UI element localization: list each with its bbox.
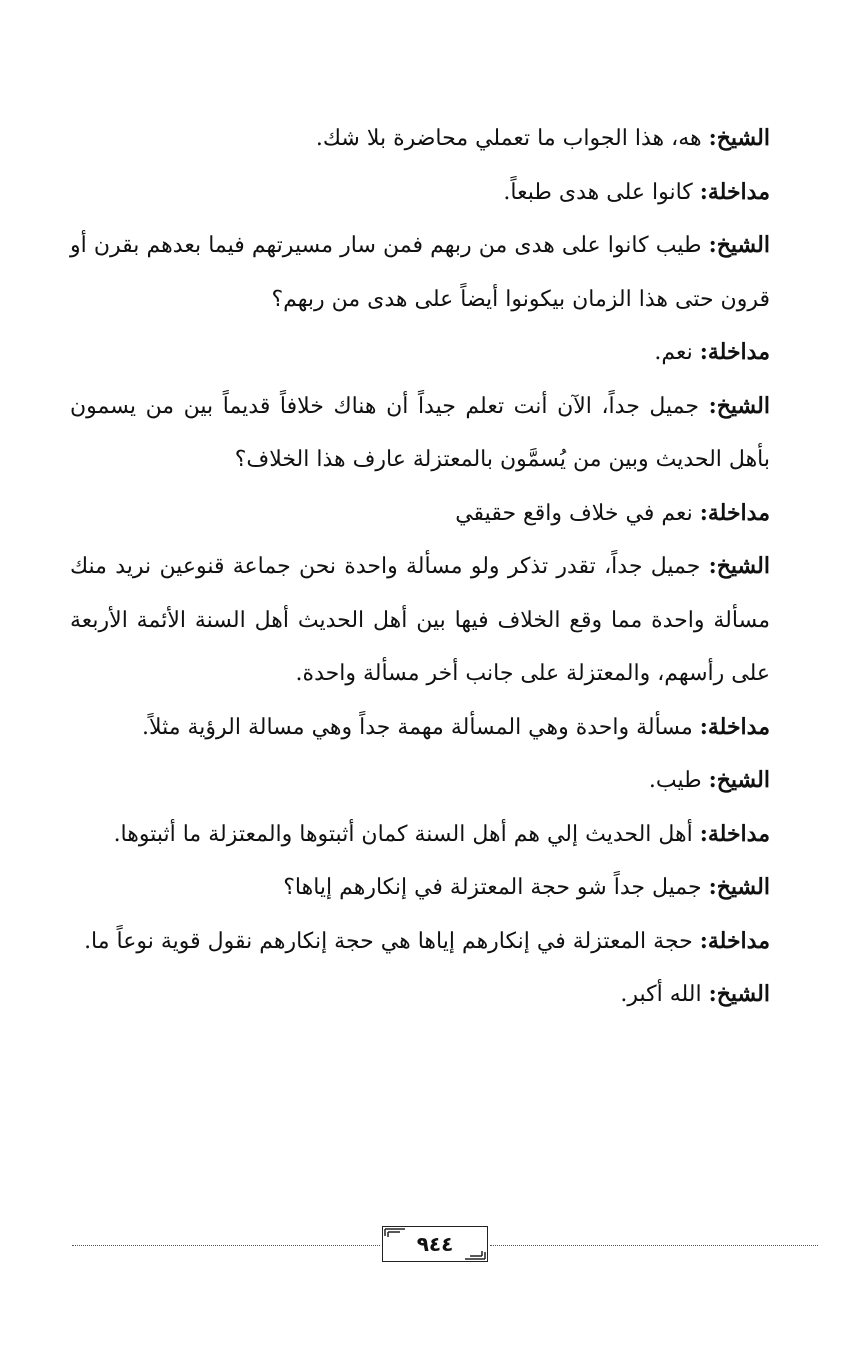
- paragraph-text: جميل جداً، الآن أنت تعلم جيداً أن هناك خلافاً قديماً بين من يسمون بأهل الحديث وبين من يُسمَّون بالمعتزلة عارف هذا الخلاف؟: [70, 393, 770, 472]
- paragraph-text: أهل الحديث إلي هم أهل السنة كمان أثبتوها والمعتزلة ما أثبتوها.: [113, 821, 700, 847]
- footer-divider-left: [72, 1245, 380, 1246]
- page-number: ٩٤٤: [416, 1232, 454, 1256]
- paragraph-13: [70, 968, 770, 1022]
- footer-divider-right: [490, 1245, 818, 1246]
- paragraph-text: كانوا على هدى طبعاً.: [503, 179, 700, 205]
- paragraph-5: [70, 380, 770, 487]
- speaker-label: مداخلة:: [699, 499, 770, 526]
- corner-ornament-icon: [464, 1246, 486, 1260]
- corner-ornament-icon: [384, 1228, 406, 1242]
- paragraph-text: جميل جداً شو حجة المعتزلة في إنكارهم إياها؟: [283, 875, 709, 900]
- paragraph-4: [70, 326, 770, 380]
- paragraph-11: [70, 861, 770, 915]
- speaker-label: الشيخ:: [708, 232, 770, 258]
- speaker-label: الشيخ:: [708, 125, 770, 151]
- speaker-label: مداخلة:: [699, 713, 770, 740]
- paragraph-text: مسألة واحدة وهي المسألة مهمة جداً وهي مسالة الرؤية مثلاً.: [141, 714, 700, 740]
- paragraph-12: [70, 915, 770, 969]
- speaker-label: الشيخ:: [708, 767, 770, 793]
- paragraph-9: [70, 754, 770, 808]
- paragraph-10: [70, 808, 770, 862]
- paragraph-2: [70, 166, 770, 220]
- paragraph-7: [70, 540, 770, 701]
- speaker-label: الشيخ:: [708, 981, 770, 1007]
- dialogue-text: [70, 112, 770, 1022]
- speaker-label: مداخلة:: [699, 820, 770, 847]
- speaker-label: مداخلة:: [699, 927, 770, 954]
- speaker-label: الشيخ:: [708, 553, 770, 579]
- paragraph-text: طيب.: [648, 768, 709, 793]
- paragraph-text: جميل جداً، تقدر تذكر ولو مسألة واحدة نحن جماعة قنوعين نريد منك مسألة واحدة مما وقع الخلاف فيها بين أهل الحديث أهل السنة الأئمة الأربعة على رأسهم، والمعتزلة على جانب أخر مسألة واحدة.: [70, 554, 770, 686]
- speaker-label: مداخلة:: [699, 339, 770, 365]
- page-footer: [72, 1226, 818, 1266]
- paragraph-text: طيب كانوا على هدى من ربهم فمن سار مسيرتهم فيما بعدهم بقرن أو قرون حتى هذا الزمان بيكونوا أيضاً على هدى من ربهم؟: [70, 233, 770, 312]
- speaker-label: الشيخ:: [708, 874, 770, 900]
- paragraph-text: هه، هذا الجواب ما تعملي محاضرة بلا شك.: [315, 126, 709, 151]
- paragraph-text: نعم.: [654, 340, 700, 365]
- paragraph-6: [70, 487, 770, 541]
- paragraph-8: [70, 701, 770, 755]
- paragraph-text: نعم في خلاف واقع حقيقي: [455, 500, 700, 526]
- paragraph-1: [70, 112, 770, 166]
- speaker-label: مداخلة:: [699, 178, 770, 205]
- paragraph-text: الله أكبر.: [620, 982, 709, 1007]
- paragraph-text: حجة المعتزلة في إنكارهم إياها هي حجة إنكارهم نقول قوية نوعاً ما.: [84, 928, 700, 954]
- paragraph-3: [70, 219, 770, 326]
- speaker-label: الشيخ:: [708, 392, 770, 419]
